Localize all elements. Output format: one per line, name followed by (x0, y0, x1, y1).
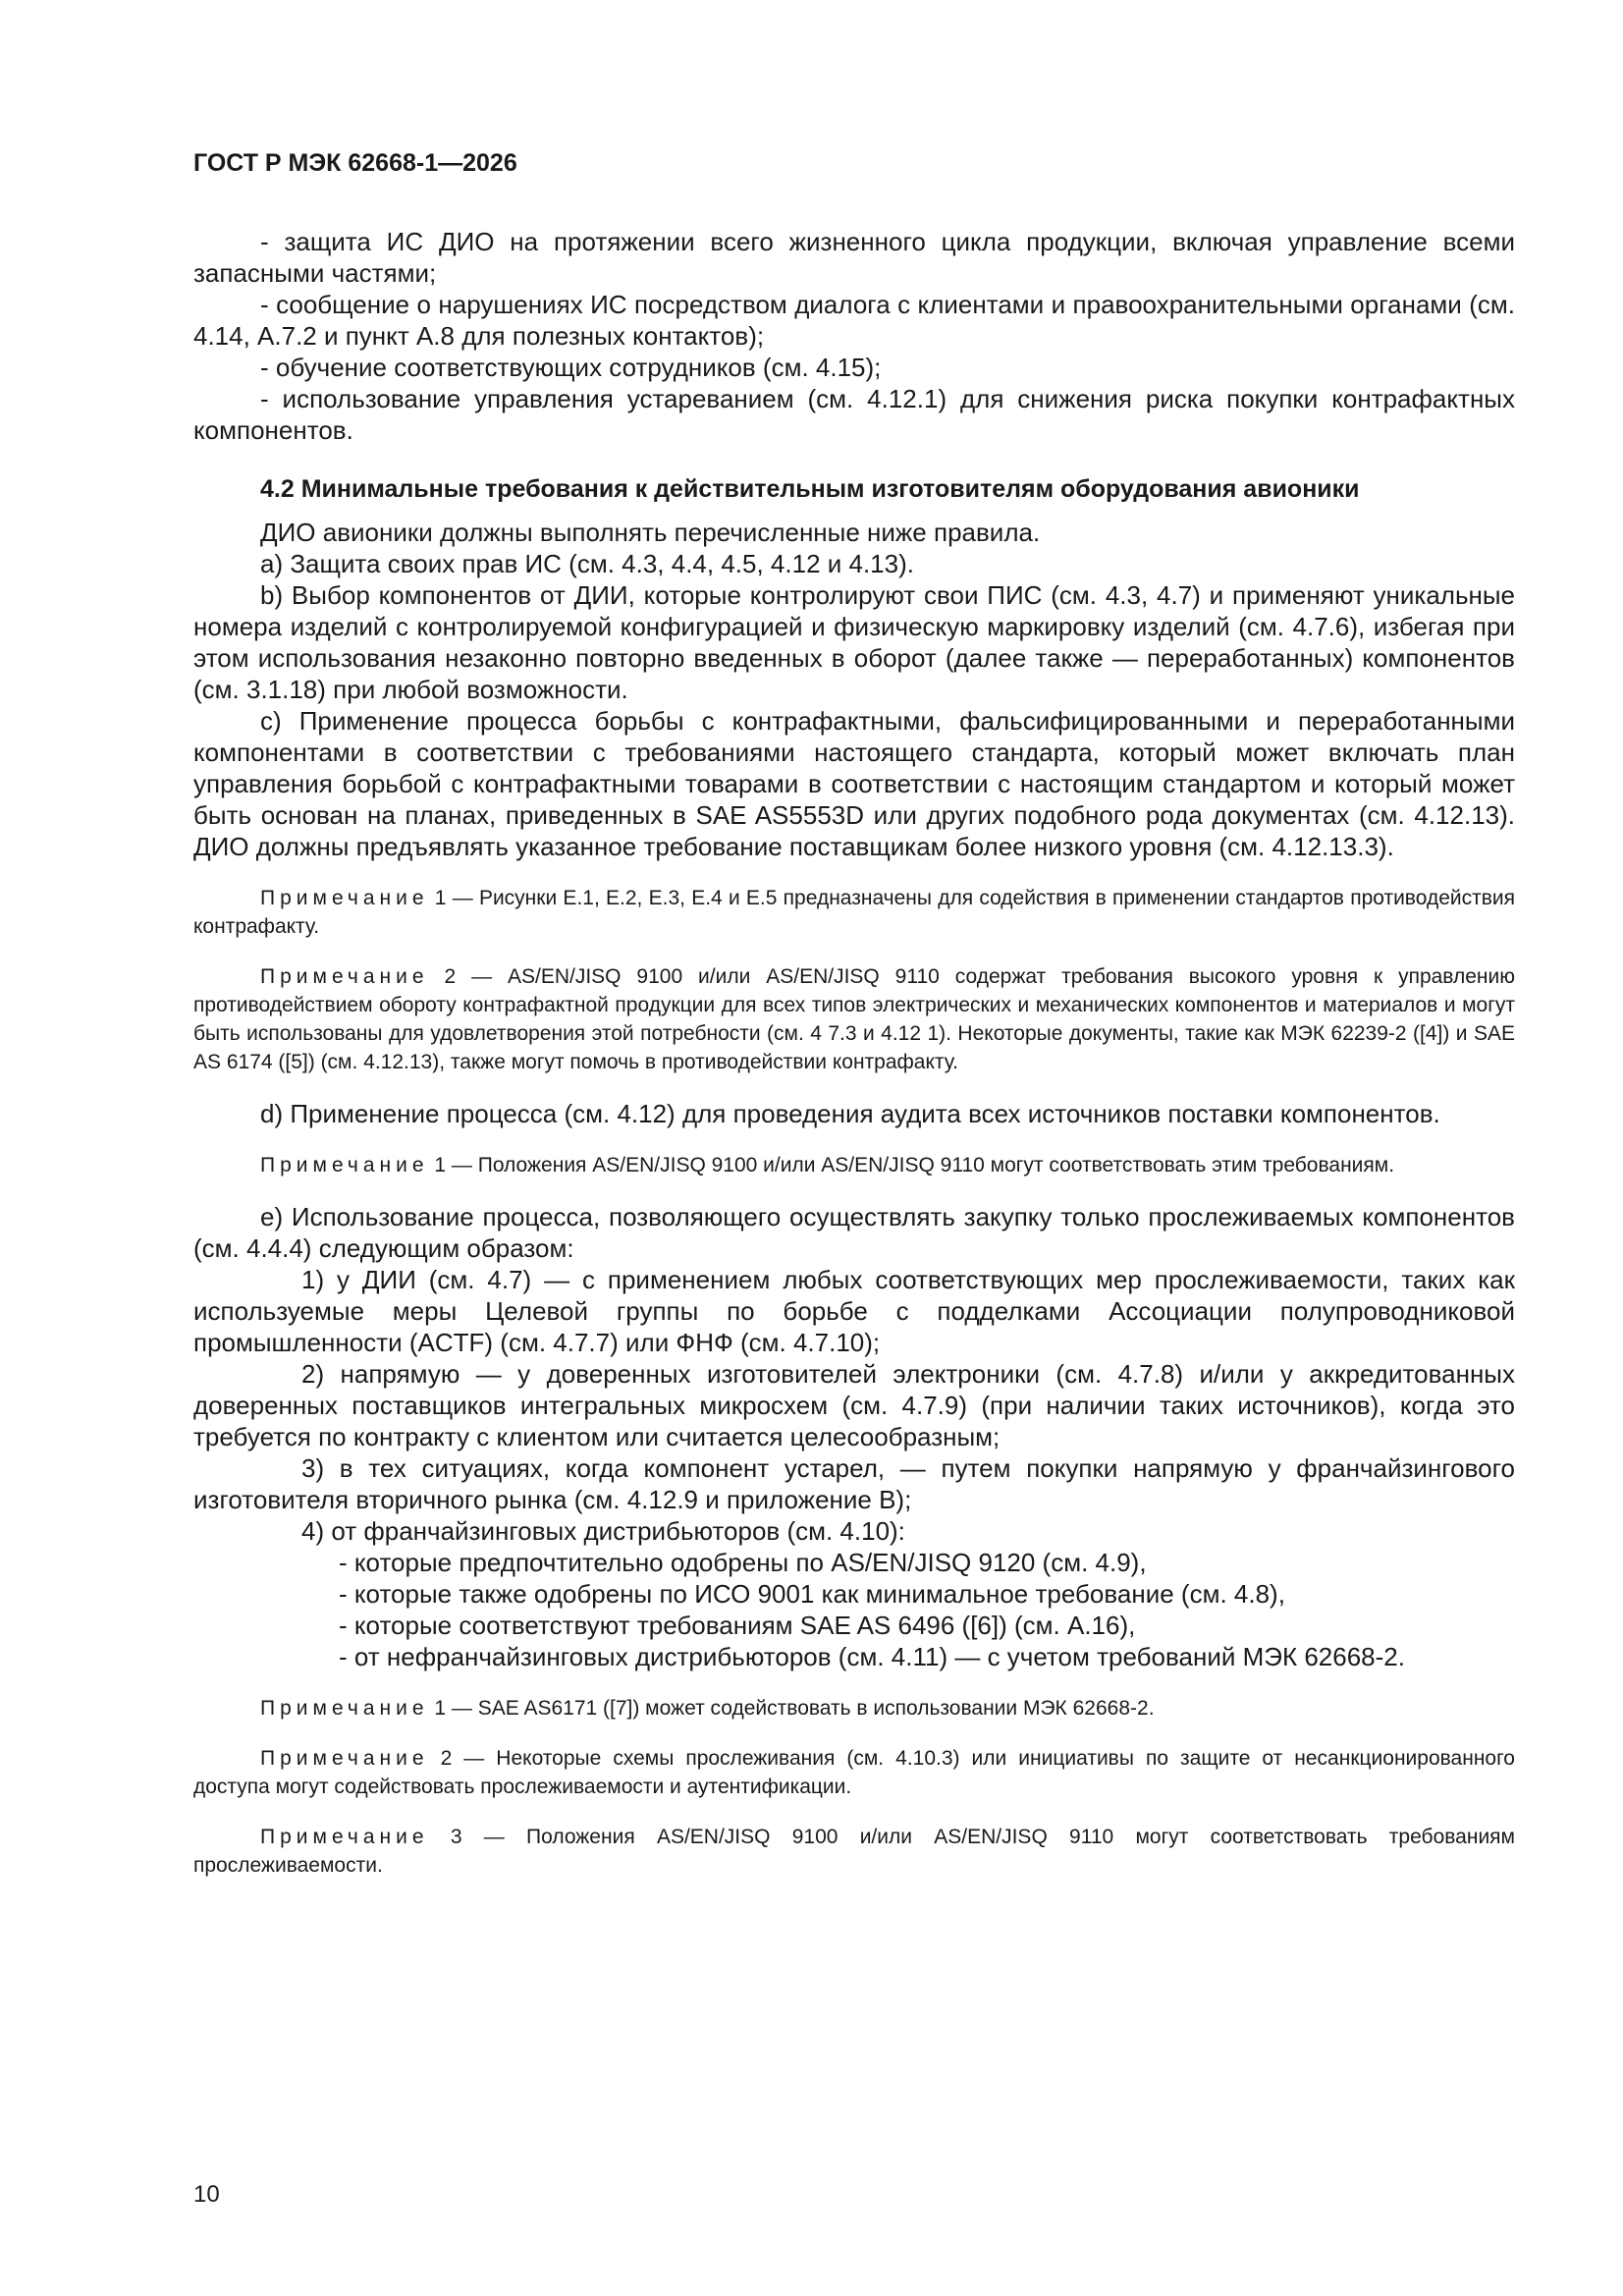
list-item: - от нефранчайзинговых дистрибьюторов (см. 4.11) — с учетом требований МЭК 62668-2. (339, 1642, 1405, 1671)
intro-item: - использование управления устареванием (см. 4.12.1) для снижения риска покупки контрафактных компонентов. (193, 384, 1515, 445)
item-a: а) Защита своих прав ИС (см. 4.3, 4.4, 4.5, 4.12 и 4.13). (260, 549, 914, 578)
note-text: 1 — SAE AS6171 ([7]) может содействовать в использовании МЭК 62668-2. (428, 1697, 1155, 1720)
note-text: 3 — Положения AS/EN/JISQ 9100 и/или AS/EN/JISQ 9110 могут соответствовать требованиям прослеживаемости. (193, 1826, 1515, 1877)
note-e3 (193, 1823, 1515, 1880)
item-e: e) Использование процесса, позволяющего осуществлять закупку только прослеживаемых компонентов (см. 4.4.4) следующим образом: (193, 1202, 1515, 1263)
section-title: 4.2 Минимальные требования к действительным изготовителям оборудования авионики (260, 475, 1360, 503)
item-e-sub: 1) у ДИИ (см. 4.7) — с применением любых соответствующих мер прослеживаемости, таких как используемые меры Целевой группы по борьбе с подделками Ассоциации полупроводниковой промышленности (ACTF) (см. 4.7.7) или ФНФ (см. 4.7.10); (193, 1265, 1515, 1357)
note-c1 (193, 884, 1515, 941)
list-item: - которые соответствуют требованиям SAE AS 6496 ([6]) (см. А.16), (339, 1611, 1136, 1640)
item-e-sub: 2) напрямую — у доверенных изготовителей электроники (см. 4.7.8) и/или у аккредитованных доверенных поставщиков интегральных микросхем (см. 4.7.9) (при наличии таких источников), когда это требуется по контракту с клиентом или считается целесообразным; (193, 1359, 1515, 1451)
page-content (193, 147, 1515, 1901)
page-number: 10 (193, 2181, 220, 2208)
document-header: ГОСТ Р МЭК 62668-1—2026 (193, 149, 517, 177)
item-b: b) Выбор компонентов от ДИИ, которые контролируют свои ПИС (см. 4.3, 4.7) и применяют уникальные номера изделий с контролируемой конфигурацией и физическую маркировку изделий (см. 4.7.6), избегая при этом использования незаконно повторно введенных в оборот (далее также — переработанных) компонентов (см. 3.1.18) при любой возможности. (193, 580, 1515, 704)
note-text: 2 — AS/EN/JISQ 9100 и/или AS/EN/JISQ 9110 содержат требования высокого уровня к управлению противодействием обороту контрафактной продукции для всех типов электрических и механических компонентов и материалов и могут быть использованы для удовлетворения этой потребности (см. 4 7.3 и 4.12 1). Некоторые документы, такие как МЭК 62239-2 ([4]) и SAE AS 6174 ([5]) (см. 4.12.13), также могут помочь в противодействии контрафакту. (193, 965, 1515, 1073)
intro-item: - обучение соответствующих сотрудников (см. 4.15); (260, 353, 882, 382)
intro-item: - сообщение о нарушениях ИС посредством диалога с клиентами и правоохранительными органами (см. 4.14, А.7.2 и пункт А.8 для полезных контактов); (193, 290, 1515, 351)
note-d1 (193, 1151, 1515, 1179)
list-item: - которые также одобрены по ИСО 9001 как минимальное требование (см. 4.8), (339, 1579, 1285, 1609)
note-c2 (193, 962, 1515, 1076)
item-c: c) Применение процесса борьбы с контрафактными, фальсифицированными и переработанными компонентами в соответствии с требованиями настоящего стандарта, который может включать план управления борьбой с контрафактными товарами в соответствии с настоящим стандартом и который может быть основан на планах, приведенных в SAE AS5553D или других подобного рода документах (см. 4.12.13). ДИО должны предъявлять указанное требование поставщикам более низкого уровня (см. 4.12.13.3). (193, 706, 1515, 861)
intro-item: - защита ИС ДИО на протяжении всего жизненного цикла продукции, включая управление всеми запасными частями; (193, 227, 1515, 288)
note-text: 1 — Положения AS/EN/JISQ 9100 и/или AS/EN/JISQ 9110 могут соответствовать этим требованиям. (428, 1154, 1395, 1176)
item-e-sub: 4) от франчайзинговых дистрибьюторов (см. 4.10): (301, 1516, 905, 1546)
note-e2 (193, 1744, 1515, 1801)
note-text: 2 — Некоторые схемы прослеживания (см. 4.10.3) или инициативы по защите от несанкционированного доступа могут содействовать прослеживаемости и аутентификации. (193, 1747, 1515, 1798)
note-label: Примечание (260, 887, 429, 909)
note-label: Примечание (260, 1154, 429, 1176)
list-item: - которые предпочтительно одобрены по AS/EN/JISQ 9120 (см. 4.9), (339, 1548, 1147, 1577)
note-label: Примечание (260, 965, 429, 988)
section-lead: ДИО авионики должны выполнять перечисленные ниже правила. (260, 518, 1041, 547)
item-d: d) Применение процесса (см. 4.12) для проведения аудита всех источников поставки компонентов. (260, 1099, 1440, 1128)
note-label: Примечание (260, 1747, 429, 1770)
note-label: Примечание (260, 1826, 429, 1848)
note-text: 1 — Рисунки Е.1, Е.2, Е.3, Е.4 и Е.5 предназначены для содействия в применении стандартов противодействия контрафакту. (193, 887, 1515, 938)
note-e1 (193, 1694, 1515, 1722)
item-e-sub: 3) в тех ситуациях, когда компонент устарел, — путем покупки напрямую у франчайзингового изготовителя вторичного рынка (см. 4.12.9 и приложение В); (193, 1453, 1515, 1514)
note-label: Примечание (260, 1697, 429, 1720)
